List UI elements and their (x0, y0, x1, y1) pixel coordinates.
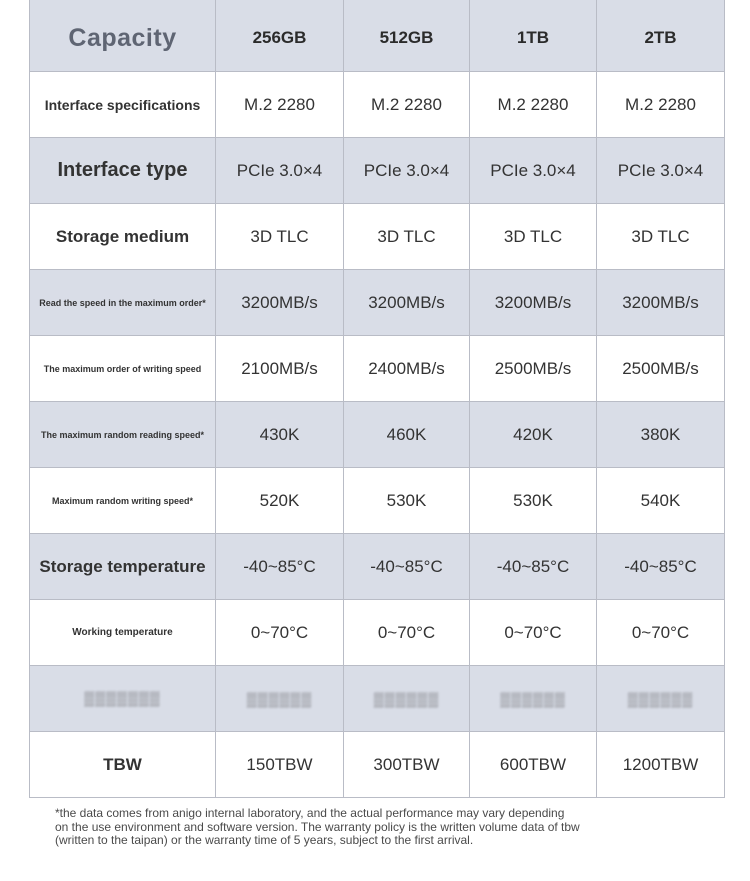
table-cell: 150TBW (216, 732, 344, 798)
table-cell: 380K (597, 402, 725, 468)
table-cell: 0~70°C (216, 600, 344, 666)
row-label-tbw: TBW (30, 732, 216, 798)
table-cell: 420K (470, 402, 597, 468)
row-label-max-sequential-read: Read the speed in the maximum order* (30, 270, 216, 336)
row-label-max-sequential-write: The maximum order of writing speed (30, 336, 216, 402)
table-cell: 520K (216, 468, 344, 534)
table-cell: 2100MB/s (216, 336, 344, 402)
row-label-storage-medium: Storage medium (30, 204, 216, 270)
table-cell: -40~85°C (216, 534, 344, 600)
table-cell: 0~70°C (470, 600, 597, 666)
table-cell: M.2 2280 (597, 72, 725, 138)
table-cell: PCIe 3.0×4 (344, 138, 470, 204)
table-row (30, 534, 725, 600)
table-cell: 3200MB/s (344, 270, 470, 336)
obscured-cell (216, 666, 344, 732)
capacity-header-row (30, 0, 725, 72)
table-row (30, 72, 725, 138)
blurred-text: ▒▒▒▒▒▒▒ (84, 689, 161, 706)
table-cell: PCIe 3.0×4 (470, 138, 597, 204)
table-cell: -40~85°C (344, 534, 470, 600)
capacity-256gb: 256GB (216, 0, 344, 72)
obscured-cell (470, 666, 597, 732)
capacity-512gb: 512GB (344, 0, 470, 72)
table-cell: 430K (216, 402, 344, 468)
capacity-label: Capacity (30, 0, 216, 72)
row-label-interface-type: Interface type (30, 138, 216, 204)
footnote-line: on the use environment and software version. The warranty policy is the written volume data of tbw (55, 819, 580, 834)
table-cell: M.2 2280 (470, 72, 597, 138)
table-cell: 530K (470, 468, 597, 534)
blurred-text: ▒▒▒▒▒▒ (627, 690, 694, 707)
table-row (30, 600, 725, 666)
table-cell: -40~85°C (470, 534, 597, 600)
table-cell: 540K (597, 468, 725, 534)
table-row (30, 204, 725, 270)
row-label-max-random-write: Maximum random writing speed* (30, 468, 216, 534)
table-cell: 3D TLC (216, 204, 344, 270)
table-cell: 1200TBW (597, 732, 725, 798)
table-row (30, 402, 725, 468)
table-row (30, 336, 725, 402)
table-cell: 2400MB/s (344, 336, 470, 402)
table-row (30, 732, 725, 798)
table-cell: M.2 2280 (216, 72, 344, 138)
row-label-working-temperature: Working temperature (30, 600, 216, 666)
blurred-text: ▒▒▒▒▒▒ (373, 690, 440, 707)
row-label-interface-specifications: Interface specifications (30, 72, 216, 138)
table-cell: M.2 2280 (344, 72, 470, 138)
obscured-cell (597, 666, 725, 732)
table-cell: 0~70°C (597, 600, 725, 666)
row-label-storage-temperature: Storage temperature (30, 534, 216, 600)
obscured-row (30, 666, 725, 732)
blurred-text: ▒▒▒▒▒▒ (246, 690, 313, 707)
footnote-line: *the data comes from anigo internal laboratory, and the actual performance may vary depending (55, 806, 565, 820)
table-cell: -40~85°C (597, 534, 725, 600)
table-cell: 3D TLC (344, 204, 470, 270)
capacity-1tb: 1TB (470, 0, 597, 72)
row-label-max-random-read: The maximum random reading speed* (30, 402, 216, 468)
table-cell: 460K (344, 402, 470, 468)
table-cell: 3200MB/s (597, 270, 725, 336)
table-cell: 2500MB/s (597, 336, 725, 402)
table-row (30, 468, 725, 534)
table-cell: 3200MB/s (470, 270, 597, 336)
footnote (55, 807, 715, 848)
table-row (30, 138, 725, 204)
table-cell: PCIe 3.0×4 (597, 138, 725, 204)
table-cell: 530K (344, 468, 470, 534)
obscured-cell (344, 666, 470, 732)
ssd-spec-table (29, 0, 725, 798)
footnote-line: (written to the taipan) or the warranty time of 5 years, subject to the first arrival. (55, 833, 474, 847)
table-cell: 3D TLC (470, 204, 597, 270)
obscured-label (30, 666, 216, 732)
table-row (30, 270, 725, 336)
capacity-2tb: 2TB (597, 0, 725, 72)
table-cell: 3D TLC (597, 204, 725, 270)
table-cell: 3200MB/s (216, 270, 344, 336)
table-cell: 0~70°C (344, 600, 470, 666)
table-cell: 2500MB/s (470, 336, 597, 402)
blurred-text: ▒▒▒▒▒▒ (500, 690, 566, 707)
table-cell: PCIe 3.0×4 (216, 138, 344, 204)
table-cell: 300TBW (344, 732, 470, 798)
table-cell: 600TBW (470, 732, 597, 798)
